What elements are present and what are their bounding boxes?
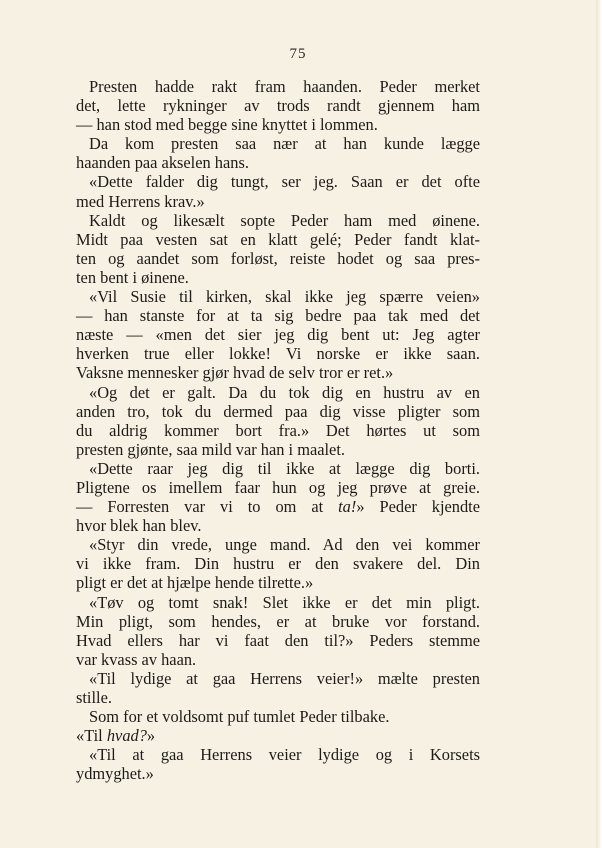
text-line: [76, 211, 480, 230]
text-line: [76, 268, 480, 287]
text-line-content: hvor blek han blev.: [76, 516, 202, 536]
text-line: [76, 96, 480, 115]
text-line-content: «Til at gaa Herrens veier lydige og i Korsets: [89, 745, 480, 765]
text-line: [76, 745, 480, 764]
text-line: [76, 593, 480, 612]
text-line-content: «Til: [76, 726, 107, 746]
text-line: [76, 172, 480, 191]
text-line: [76, 383, 480, 402]
text-line-content: ydmyghet.»: [76, 764, 154, 784]
text-line-content: Kaldt og likesælt sopte Peder ham med øinene.: [89, 210, 480, 230]
text-line-content: «Vil Susie til kirken, skal ikke jeg spærre veien»: [89, 287, 480, 307]
text-line: [76, 306, 480, 325]
text-line: [76, 459, 480, 478]
text-line-content: Da kom presten saa nær at han kunde lægge: [89, 134, 480, 154]
text-line: [76, 421, 480, 440]
text-line: [76, 573, 480, 592]
text-line: [76, 230, 480, 249]
text-line: [76, 554, 480, 573]
page-edge: [596, 0, 602, 848]
text-line: [76, 344, 480, 363]
text-line-content: vi ikke fram. Din hustru er den svakere del. Din: [76, 554, 480, 574]
text-line: [76, 497, 480, 516]
text-line-content: Pligtene os imellem faar hun og jeg prøve at greie.: [76, 477, 480, 497]
text-line: [76, 402, 480, 421]
text-line: [76, 249, 480, 268]
text-line: [76, 363, 480, 382]
text-line-content: — Forresten var vi to om at: [76, 497, 339, 517]
text-line-content: du aldrig kommer bort fra.» Det hørtes ut som: [76, 420, 480, 440]
text-line: [76, 669, 480, 688]
text-line-content: ten og aandet som forløst, reiste hodet og saa pres-: [76, 248, 480, 268]
text-line-content: næste — «men det sier jeg dig bent ut: Jeg agter: [76, 325, 480, 345]
text-line-content: Som for et voldsomt puf tumlet Peder tilbake.: [89, 707, 390, 727]
text-line: [76, 77, 480, 96]
text-line-content: det, lette rykninger av trods randt gjennem ham: [76, 96, 480, 116]
text-line: [76, 650, 480, 669]
text-line-content: Vaksne mennesker gjør hvad de selv tror er ret.»: [76, 363, 394, 383]
text-line-content: Midt paa vesten sat en klatt gelé; Peder fandt klat-: [76, 229, 480, 249]
text-line-content: «Og det er galt. Da du tok dig en hustru av en: [89, 382, 480, 402]
text-line-content: «Dette raar jeg dig til ikke at lægge dig borti.: [89, 458, 480, 478]
text-line: [76, 325, 480, 344]
page-number: 75: [289, 46, 307, 62]
text-line-content: — han stod med begge sine knyttet i lommen.: [76, 115, 378, 135]
text-line: [76, 134, 480, 153]
emphasis: ta!: [338, 497, 357, 517]
text-line: [76, 764, 480, 783]
text-line-content: var kvass av haan.: [76, 649, 197, 669]
text-line-content: pligt er det at hjælpe hende tilrette.»: [76, 573, 314, 593]
text-line-content: — han stanste for at ta sig bedre paa tak med det: [76, 306, 480, 326]
text-line-content: Min pligt, som hendes, er at bruke vor forstand.: [76, 611, 480, 631]
text-line: [76, 707, 480, 726]
text-line: [76, 440, 480, 459]
text-line: [76, 115, 480, 134]
text-line: [76, 516, 480, 535]
text-line-continuation: »: [146, 726, 156, 746]
text-line-content: haanden paa akselen hans.: [76, 153, 249, 173]
text-line-content: med Herrens krav.»: [76, 191, 205, 211]
text-line-content: «Tøv og tomt snak! Slet ikke er det min pligt.: [89, 592, 480, 612]
text-line: [76, 631, 480, 650]
text-line-content: stille.: [76, 688, 112, 707]
text-line-content: anden tro, tok du dermed paa dig visse pligter som: [76, 401, 480, 421]
text-line-content: presten gjønte, saa mild var han i maalet.: [76, 439, 345, 459]
text-line: [76, 726, 480, 745]
text-line: [76, 535, 480, 554]
text-line-content: Presten hadde rakt fram haanden. Peder merket: [89, 77, 480, 96]
text-line: [76, 192, 480, 211]
text-line: [76, 478, 480, 497]
text-line-continuation: » Peder kjendte: [356, 497, 480, 517]
text-line-content: «Styr din vrede, unge mand. Ad den vei kommer: [89, 535, 480, 555]
emphasis: hvad?: [106, 726, 147, 746]
text-line: [76, 688, 480, 707]
body-text: [76, 77, 480, 783]
text-line-content: hverken true eller lokke! Vi norske er ikke saan.: [76, 344, 480, 364]
text-line-content: «Dette falder dig tungt, ser jeg. Saan er det ofte: [89, 172, 480, 192]
text-line-content: ten bent i øinene.: [76, 267, 189, 287]
text-line: [76, 153, 480, 172]
text-line: [76, 612, 480, 631]
text-line-content: Hvad ellers har vi faat den til?» Peders stemme: [76, 630, 480, 650]
text-line: [76, 287, 480, 306]
text-line-content: «Til lydige at gaa Herrens veier!» mælte presten: [89, 668, 480, 688]
